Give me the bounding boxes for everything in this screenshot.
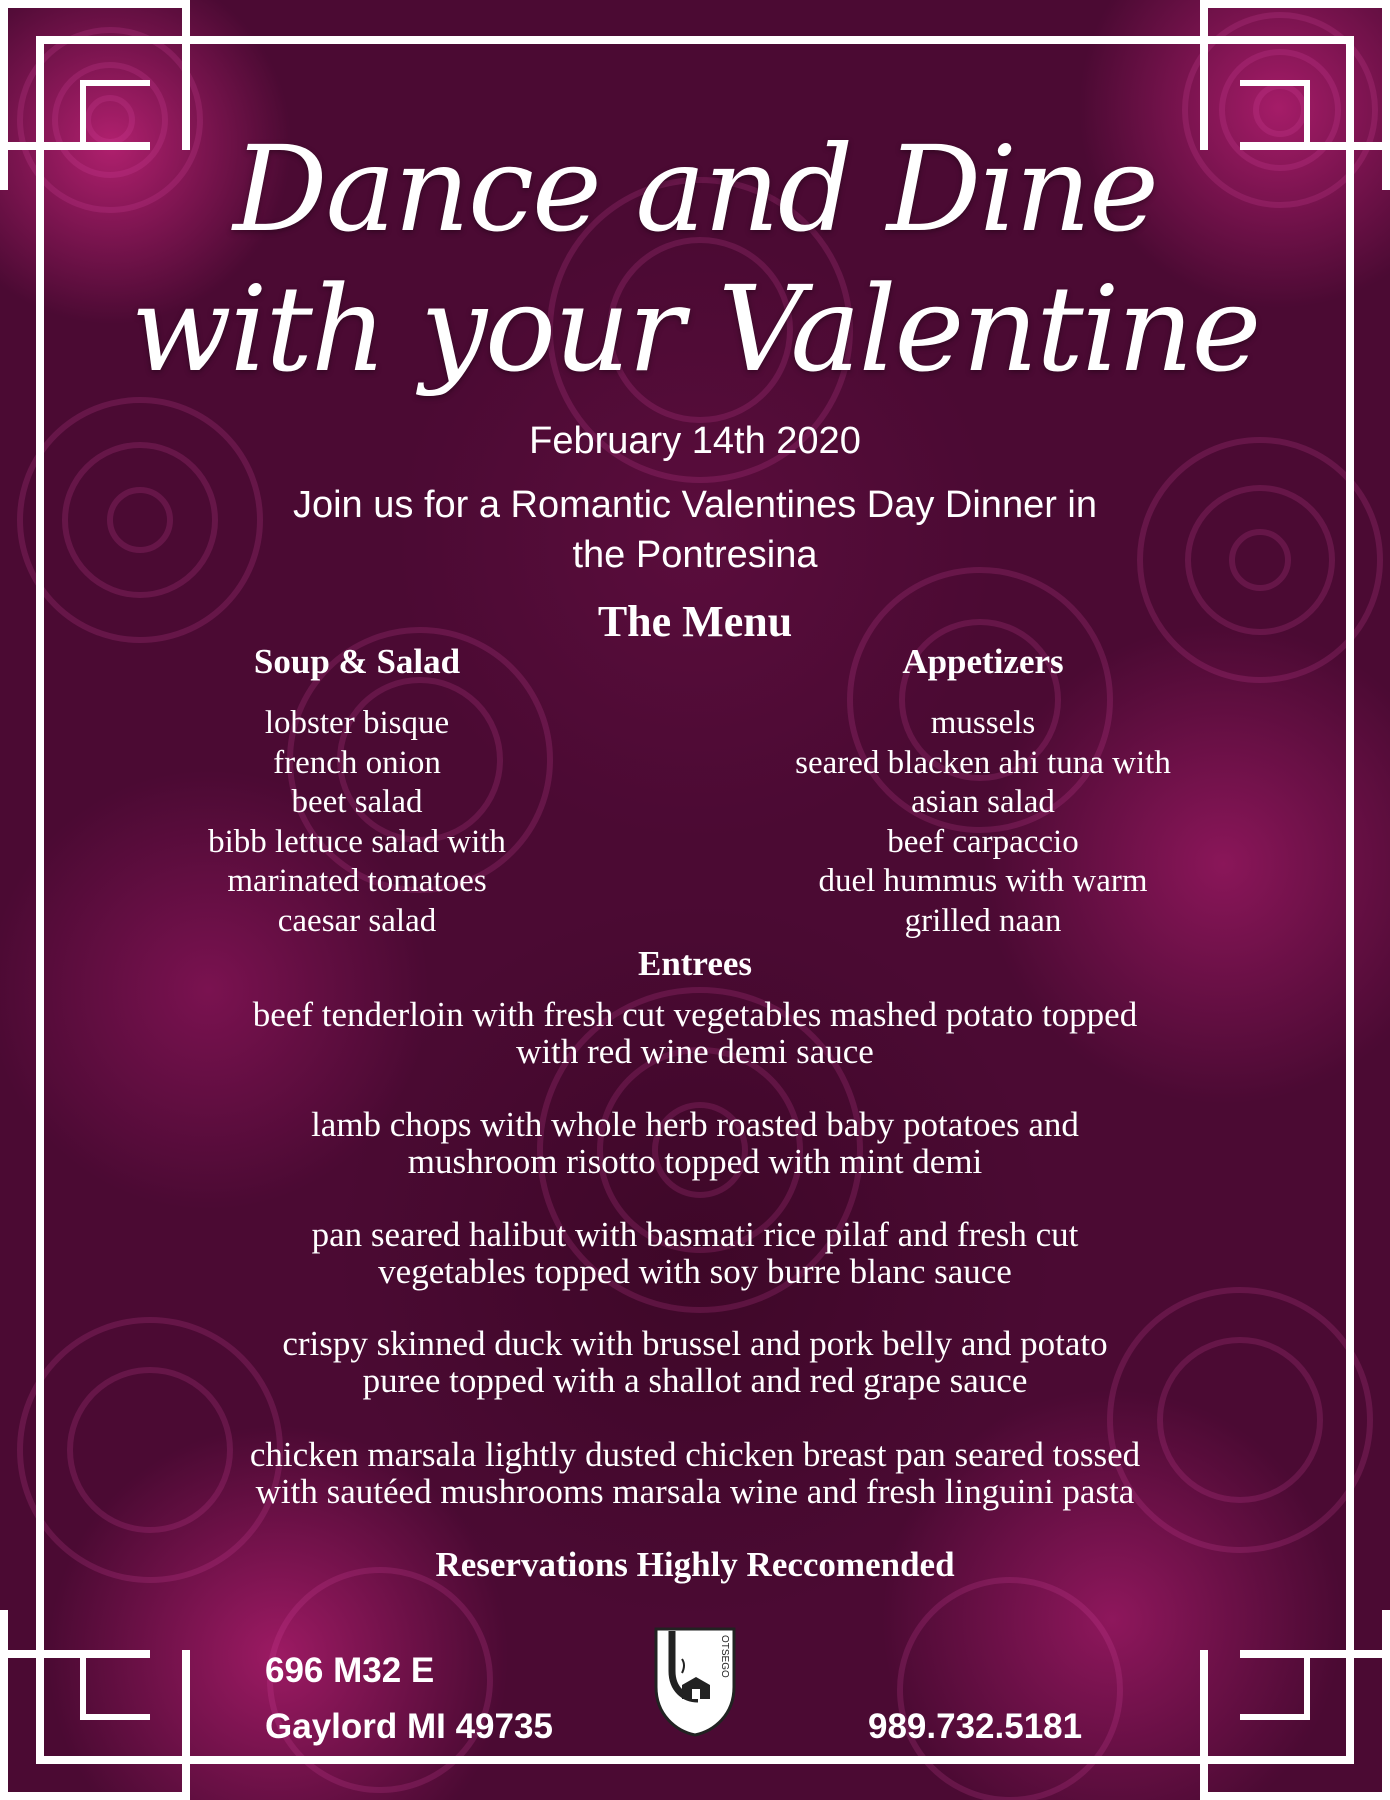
address xyxy=(265,1643,553,1755)
menu-item: marinated tomatoes xyxy=(227,863,487,899)
menu-item: asian salad xyxy=(911,784,1055,820)
entrees-heading: Entrees xyxy=(637,944,753,983)
otsego-shield-logo-icon xyxy=(652,1625,738,1737)
title-line-2: with your Valentine xyxy=(130,260,1260,398)
entree-line: with sautéed mushrooms marsala wine and fresh linguini pasta xyxy=(255,1472,1135,1511)
event-date: February 14th 2020 xyxy=(529,420,861,462)
entree-line: vegetables topped with soy burre blanc sauce xyxy=(378,1252,1012,1291)
intro-text xyxy=(0,480,1390,580)
entree-line: pan seared halibut with basmati rice pilaf and fresh cut xyxy=(311,1215,1079,1254)
menu-item: beet salad xyxy=(291,784,423,820)
entree-item xyxy=(100,1325,1290,1399)
entree-item xyxy=(100,996,1290,1070)
soup-salad-section xyxy=(97,642,617,941)
entree-item xyxy=(100,1436,1290,1510)
soup-salad-heading: Soup & Salad xyxy=(253,642,461,681)
logo-text: OTSEGO xyxy=(719,1635,730,1678)
address-line-1: 696 M32 E xyxy=(265,1651,435,1690)
menu-item: grilled naan xyxy=(904,902,1062,939)
reservations-note: Reservations Highly Reccomended xyxy=(435,1545,955,1584)
entree-line: beef tenderloin with fresh cut vegetables mashed potato topped xyxy=(252,995,1138,1034)
menu-item: caesar salad xyxy=(277,902,437,939)
menu-item: seared blacken ahi tuna with xyxy=(795,744,1171,781)
menu-item: lobster bisque xyxy=(264,705,450,741)
title-line-1: Dance and Dine xyxy=(233,120,1157,258)
entree-line: lamb chops with whole herb roasted baby potatoes and xyxy=(311,1105,1079,1144)
intro-line-1: Join us for a Romantic Valentines Day Dinner in xyxy=(292,484,1097,526)
menu-item: beef carpaccio xyxy=(887,823,1079,860)
intro-line-2: the Pontresina xyxy=(572,534,818,577)
menu-item: french onion xyxy=(273,744,441,781)
menu-title: The Menu xyxy=(597,597,793,646)
entree-line: mushroom risotto topped with mint demi xyxy=(407,1142,983,1181)
menu-item: duel hummus with warm xyxy=(818,863,1148,899)
appetizers-heading: Appetizers xyxy=(902,642,1064,681)
appetizers-section xyxy=(723,642,1243,941)
menu-item: bibb lettuce salad with xyxy=(208,823,506,860)
entree-item xyxy=(100,1216,1290,1290)
address-line-2: Gaylord MI 49735 xyxy=(265,1707,553,1746)
menu-item: mussels xyxy=(930,705,1036,741)
entree-item xyxy=(100,1106,1290,1180)
phone-number: 989.732.5181 xyxy=(868,1707,1083,1746)
entree-line: puree topped with a shallot and red grape sauce xyxy=(362,1361,1028,1400)
entree-line: crispy skinned duck with brussel and pork belly and potato xyxy=(282,1324,1108,1363)
entree-line: with red wine demi sauce xyxy=(516,1032,874,1071)
entree-line: chicken marsala lightly dusted chicken breast pan seared tossed xyxy=(249,1435,1141,1474)
